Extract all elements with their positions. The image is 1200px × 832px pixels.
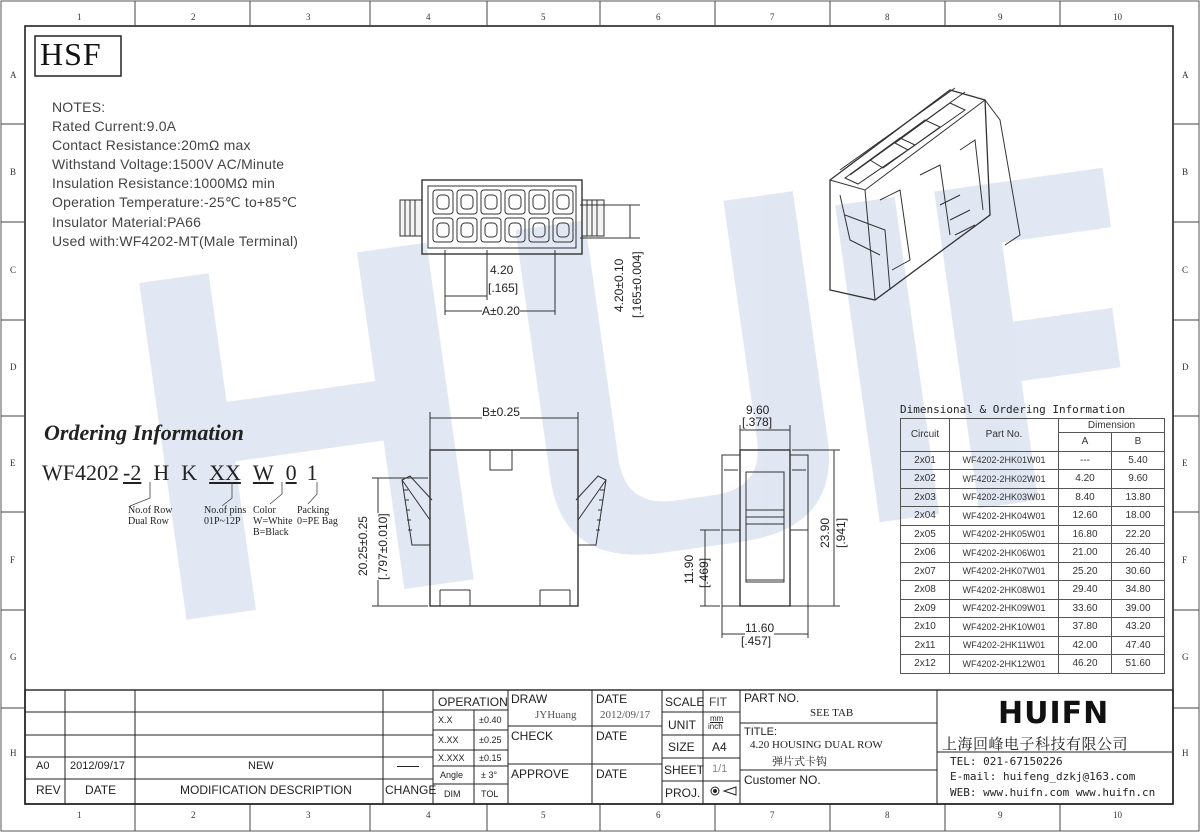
cell-dim-b: 5.40: [1112, 451, 1165, 470]
cell-dim-b: 39.00: [1112, 599, 1165, 618]
ruler-col: 7: [770, 810, 775, 820]
ruler-row: B: [10, 167, 17, 177]
label-packing: Packing 0=PE Bag: [297, 505, 338, 527]
cell-dim-a: 46.20: [1059, 655, 1112, 674]
cell-dim-a: 16.80: [1059, 525, 1112, 544]
table-row: [901, 618, 1165, 637]
ruler-row: D: [1182, 362, 1189, 372]
table-row: [901, 451, 1165, 470]
cell-circuit: 2x03: [901, 488, 950, 507]
table-row: [901, 507, 1165, 526]
cavity-terminal: [485, 223, 497, 237]
label-pins: No.of pins 01P~12P: [204, 505, 247, 527]
table-row: [901, 562, 1165, 581]
ruler-row: H: [10, 748, 17, 758]
side-lower-dim-inch: [.469]: [697, 557, 711, 588]
proj-label: PROJ.: [665, 786, 701, 800]
cavity: [433, 190, 453, 214]
part-no-value: SEE TAB: [810, 707, 854, 719]
cavity-terminal: [557, 195, 569, 209]
cavity-terminal: [485, 195, 497, 209]
hsf-logo: HSF: [40, 36, 102, 72]
cell-dim-b: 22.20: [1112, 525, 1165, 544]
customer-label: Customer NO.: [744, 773, 821, 787]
ruler-col: 8: [885, 810, 890, 820]
tol-key: Angle: [440, 770, 464, 780]
row-pitch-dim: 4.20±0.10: [612, 258, 626, 312]
ruler-col: 5: [541, 810, 546, 820]
tol-val: ±0.40: [479, 715, 502, 725]
unit-label: UNIT: [668, 718, 696, 732]
cell-dim-b: 26.40: [1112, 544, 1165, 563]
note-line: Used with:WF4202-MT(Male Terminal): [52, 233, 299, 249]
ruler-row: B: [1182, 167, 1189, 177]
company-email: E-mail: huifeng_dzkj@163.com: [950, 770, 1136, 783]
change-label: CHANGE: [385, 783, 437, 797]
draw-label: DRAW: [511, 692, 548, 706]
cell-dim-b: 13.80: [1112, 488, 1165, 507]
cell-part-no: WF4202-2HK05W01: [950, 525, 1059, 544]
ordering-heading: Ordering Information: [44, 420, 244, 445]
cell-dim-b: 30.60: [1112, 562, 1165, 581]
cell-circuit: 2x10: [901, 618, 950, 637]
ruler-row: E: [10, 458, 16, 468]
cell-dim-a: 29.40: [1059, 581, 1112, 600]
rev-label: REV: [36, 783, 61, 797]
cell-dim-b: 18.00: [1112, 507, 1165, 526]
huifn-logo: HUIFN: [998, 696, 1110, 731]
ruler-col: 4: [426, 810, 431, 820]
dimension-table: [900, 418, 1165, 674]
dim-label: DIM: [444, 789, 461, 799]
code-color: W: [252, 460, 274, 485]
ruler-row: F: [1182, 555, 1188, 565]
side-bottom-dim: 11.60: [745, 621, 775, 635]
approve-date-label: DATE: [596, 767, 628, 781]
th-a: A: [1059, 433, 1112, 452]
table-row: [901, 525, 1165, 544]
change-dash: [397, 766, 419, 767]
cell-part-no: WF4202-2HK08W01: [950, 581, 1059, 600]
tol-val: ± 3°: [481, 770, 498, 780]
cell-dim-a: 21.00: [1059, 544, 1112, 563]
cavity: [457, 190, 477, 214]
cavity: [457, 218, 477, 242]
top-view-drawing: [400, 180, 640, 315]
ruler-col: 1: [77, 12, 82, 22]
cell-part-no: WF4202-2HK07W01: [950, 562, 1059, 581]
dim-table-title: Dimensional & Ordering Information: [900, 403, 1126, 416]
ruler-col: 3: [306, 810, 311, 820]
table-row: [901, 470, 1165, 489]
cell-circuit: 2x02: [901, 470, 950, 489]
cavity-terminal: [437, 223, 449, 237]
title-label: TITLE:: [744, 726, 778, 738]
drawer-name: JYHuang: [535, 709, 577, 721]
ruler-row: C: [10, 265, 17, 275]
ruler-col: 8: [885, 12, 890, 22]
rev-desc: NEW: [248, 760, 274, 772]
tol-key: X.XX: [438, 735, 459, 745]
ruler-col: 9: [998, 810, 1003, 820]
ruler-col: 6: [656, 12, 661, 22]
cell-part-no: WF4202-2HK06W01: [950, 544, 1059, 563]
th-part: Part No.: [950, 419, 1059, 452]
table-row: [901, 544, 1165, 563]
label-rows: No.of Row Dual Row: [128, 505, 173, 527]
cavity: [481, 218, 501, 242]
cell-dim-a: 37.80: [1059, 618, 1112, 637]
ruler-row: H: [1182, 748, 1189, 758]
sheet-label: SHEET: [664, 763, 705, 777]
note-line: Contact Resistance:20mΩ max: [52, 137, 251, 153]
check-date-label: DATE: [596, 729, 628, 743]
cell-part-no: WF4202-2HK09W01: [950, 599, 1059, 618]
title-cn: 弹片式卡钩: [772, 756, 827, 768]
cavity: [433, 218, 453, 242]
mod-label: MODIFICATION DESCRIPTION: [180, 783, 352, 797]
unit-mm: mm: [710, 714, 724, 723]
cell-dim-b: 34.80: [1112, 581, 1165, 600]
draw-date: 2012/09/17: [600, 709, 651, 721]
cell-circuit: 2x11: [901, 636, 950, 655]
cell-dim-b: 9.60: [1112, 470, 1165, 489]
table-row: [901, 581, 1165, 600]
ruler-col: 3: [306, 12, 311, 22]
cavity-terminal: [461, 195, 473, 209]
fit-value: FIT: [709, 695, 727, 709]
cell-dim-a: 33.60: [1059, 599, 1112, 618]
side-width-dim-inch: [.378]: [742, 415, 773, 429]
note-line: Insulation Resistance:1000MΩ min: [52, 175, 276, 191]
table-row: [901, 636, 1165, 655]
ruler-row: A: [10, 70, 17, 80]
side-width-dim: 9.60: [746, 403, 770, 417]
th-circuit: Circuit: [901, 419, 950, 452]
cell-part-no: WF4202-2HK03W01: [950, 488, 1059, 507]
cavity: [529, 190, 549, 214]
code-k: K: [181, 460, 198, 485]
part-no-label: PART NO.: [744, 691, 800, 705]
tol-key: X.X: [438, 715, 453, 725]
cell-circuit: 2x08: [901, 581, 950, 600]
ruler-col: 10: [1113, 12, 1122, 22]
note-line: Insulator Material:PA66: [52, 214, 202, 230]
ruler-row: D: [10, 362, 17, 372]
side-height-dim: 23.90: [818, 517, 832, 548]
code-base: WF4202: [42, 460, 119, 485]
note-line: Rated Current:9.0A: [52, 118, 177, 134]
code-pins: XX: [209, 460, 241, 485]
ruler-col: 5: [541, 12, 546, 22]
note-line: Operation Temperature:-25℃ to+85℃: [52, 194, 298, 210]
ruler-col: 7: [770, 12, 775, 22]
tol-key: X.XXX: [438, 753, 465, 763]
cell-circuit: 2x01: [901, 451, 950, 470]
b-dim: B±0.25: [482, 405, 520, 419]
cell-dim-a: 42.00: [1059, 636, 1112, 655]
th-b: B: [1112, 433, 1165, 452]
code-pack: 0: [285, 460, 297, 485]
th-dimension: Dimension: [1059, 419, 1165, 433]
date-header: DATE: [596, 692, 628, 706]
cell-dim-a: 25.20: [1059, 562, 1112, 581]
cell-circuit: 2x04: [901, 507, 950, 526]
cell-dim-a: ---: [1059, 451, 1112, 470]
table-row: [901, 488, 1165, 507]
date-label: DATE: [85, 783, 117, 797]
ruler-col: 1: [77, 810, 82, 820]
cavity: [553, 190, 573, 214]
code-h: H: [153, 460, 170, 485]
notes-heading: NOTES:: [52, 99, 106, 115]
cell-dim-b: 47.40: [1112, 636, 1165, 655]
cavity: [505, 190, 525, 214]
cell-part-no: WF4202-2HK04W01: [950, 507, 1059, 526]
side-height-dim-inch: [.941]: [834, 517, 848, 548]
ruler-row: G: [1182, 652, 1189, 662]
cell-part-no: WF4202-2HK02W01: [950, 470, 1059, 489]
label-color: Color W=White B=Black: [253, 505, 293, 538]
cavity: [481, 190, 501, 214]
check-label: CHECK: [511, 729, 554, 743]
ruler-col: 6: [656, 810, 661, 820]
cell-part-no: WF4202-2HK11W01: [950, 636, 1059, 655]
company-tel: TEL: 021-67150226: [950, 755, 1063, 768]
cavity-terminal: [509, 195, 521, 209]
unit-inch: inch: [708, 722, 723, 731]
cell-part-no: WF4202-2HK12W01: [950, 655, 1059, 674]
ruler-col: 10: [1113, 810, 1122, 820]
cell-circuit: 2x05: [901, 525, 950, 544]
cell-dim-b: 51.60: [1112, 655, 1165, 674]
sheet-value: 1/1: [712, 763, 728, 775]
cell-circuit: 2x06: [901, 544, 950, 563]
cell-dim-a: 4.20: [1059, 470, 1112, 489]
side-bottom-dim-inch: [.457]: [741, 634, 772, 648]
cell-circuit: 2x09: [901, 599, 950, 618]
ruler-row: F: [10, 555, 16, 565]
table-row: [901, 655, 1165, 674]
ruler-row: A: [1182, 70, 1189, 80]
company-name-cn: 上海回峰电子科技有限公司: [942, 736, 1129, 753]
title-value: 4.20 HOUSING DUAL ROW: [750, 739, 883, 751]
code-rows: -2: [123, 460, 142, 485]
cell-dim-a: 12.60: [1059, 507, 1112, 526]
cavity-terminal: [461, 223, 473, 237]
rev-date: 2012/09/17: [70, 760, 126, 772]
pitch-dim: 4.20: [490, 263, 514, 277]
ruler-row: G: [10, 652, 17, 662]
ruler-col: 9: [998, 12, 1003, 22]
approve-label: APPROVE: [511, 767, 570, 781]
table-row: [901, 599, 1165, 618]
cavity-terminal: [533, 195, 545, 209]
a-dim: A±0.20: [482, 304, 520, 318]
cell-dim-b: 43.20: [1112, 618, 1165, 637]
scale-label: SCALE: [665, 695, 705, 709]
projection-symbol: [711, 787, 736, 795]
front-height-dim-inch: [.797±0.010]: [376, 513, 390, 580]
cell-part-no: WF4202-2HK10W01: [950, 618, 1059, 637]
size-label: SIZE: [668, 740, 695, 754]
ruler-row: C: [1182, 265, 1189, 275]
operation-label: OPERATION: [438, 695, 508, 709]
front-height-dim: 20.25±0.25: [356, 516, 370, 576]
ruler-col: 2: [191, 12, 196, 22]
company-web: WEB: www.huifn.com www.huifn.cn: [950, 786, 1156, 799]
rev-value: A0: [36, 760, 50, 772]
cell-part-no: WF4202-2HK01W01: [950, 451, 1059, 470]
ruler-row: E: [1182, 458, 1188, 468]
ruler-col: 4: [426, 12, 431, 22]
tol-val: ±0.15: [479, 753, 502, 763]
ruler-col: 2: [191, 810, 196, 820]
cell-circuit: 2x07: [901, 562, 950, 581]
cavity-terminal: [437, 195, 449, 209]
cell-circuit: 2x12: [901, 655, 950, 674]
note-line: Withstand Voltage:1500V AC/Minute: [52, 156, 285, 172]
row-pitch-dim-inch: [.165±0.004]: [630, 251, 644, 318]
side-lower-dim: 11.90: [682, 554, 696, 584]
code-last: 1: [306, 460, 318, 485]
tol-val: ±0.25: [479, 735, 502, 745]
pitch-dim-inch: [.165]: [488, 281, 519, 295]
cell-dim-a: 8.40: [1059, 488, 1112, 507]
tol-label: TOL: [481, 789, 499, 799]
size-value: A4: [712, 740, 727, 754]
